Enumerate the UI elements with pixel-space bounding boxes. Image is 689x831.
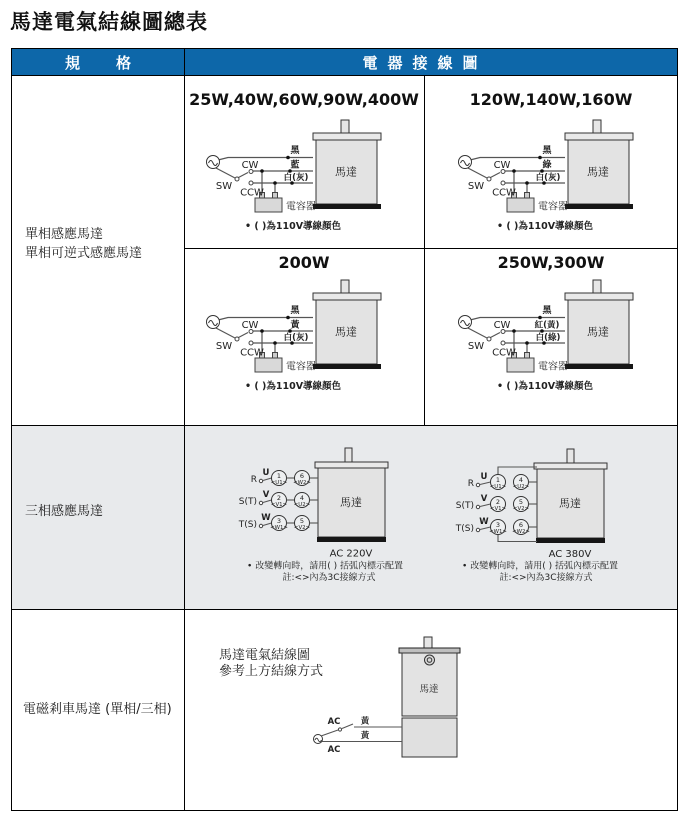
switch-contact-ccw xyxy=(249,181,253,185)
motor-cap xyxy=(565,293,633,300)
phase-row xyxy=(238,513,318,531)
phase-letter: W xyxy=(479,517,489,527)
motor-label: 馬達 xyxy=(340,496,362,509)
motor-shaft xyxy=(341,120,349,133)
wire-source-switch xyxy=(467,168,487,179)
switch-contact-sw xyxy=(235,337,239,341)
motor-shaft xyxy=(593,280,601,293)
switch-contact-ccw xyxy=(501,181,505,185)
motor-shaft xyxy=(424,637,432,648)
sw-label: SW xyxy=(215,341,233,352)
header-diagram-cell xyxy=(184,48,678,76)
switch-lever xyxy=(491,173,501,178)
wire-label-bottom: 白(灰) xyxy=(535,173,561,183)
spec-label-three-phase: 三相感應馬達 xyxy=(25,504,104,519)
motor-shaft xyxy=(341,280,349,293)
switch-lever xyxy=(239,173,249,178)
phase-letter: U xyxy=(480,472,488,482)
switch-contact-sw xyxy=(235,177,239,181)
spec-line-2: 單相可逆式感應馬達 xyxy=(25,246,143,261)
cell-title-25w: 25W,40W,60W,90W,400W xyxy=(189,90,419,109)
motor-shaft xyxy=(593,120,601,133)
cw-label: CW xyxy=(493,160,511,171)
wire-label-bottom: 白(灰) xyxy=(283,333,309,343)
motor-base xyxy=(313,204,381,209)
three-phase-note-2: 註:<>內為3C接線方式 xyxy=(282,573,376,583)
phase-row xyxy=(468,472,537,490)
motor-base xyxy=(565,364,633,369)
phase-row xyxy=(456,494,537,512)
wire-label-bottom: 黃 xyxy=(360,731,370,741)
terminal-code: <V1> xyxy=(489,505,507,512)
terminal-number: 4 xyxy=(518,476,524,484)
wire-label-top: 黑 xyxy=(290,146,300,156)
terminal-number: 5 xyxy=(518,498,524,506)
motor-base xyxy=(565,204,633,209)
capacitor-terminal xyxy=(273,353,278,359)
capacitor-body xyxy=(255,198,282,212)
terminal-contact xyxy=(259,501,262,504)
motor-label: 馬達 xyxy=(587,165,609,179)
wire-source-switch xyxy=(215,328,235,339)
phase-label: S(T) xyxy=(455,501,474,511)
cw-label: CW xyxy=(493,320,511,331)
fan-screw-icon xyxy=(425,655,435,665)
three-phase-note-1: • 改變轉向時，請用( ) 括弧內標示配置 xyxy=(247,561,403,572)
phase-letter: W xyxy=(261,513,271,523)
wire-label-top: 黑 xyxy=(542,306,552,316)
terminal-code: <W2> xyxy=(293,479,311,486)
three-phase-note-1: • 改變轉向時，請用( ) 括弧內標示配置 xyxy=(462,561,618,572)
terminal-number: 2 xyxy=(276,494,282,502)
phase-label: S(T) xyxy=(238,497,257,507)
terminal-number: 6 xyxy=(299,472,305,480)
terminal-code: <U1> xyxy=(489,483,507,490)
capacitor-label: 電容器 xyxy=(538,361,568,373)
spec-label-single-phase xyxy=(25,225,142,263)
wire-source-switch xyxy=(215,168,235,179)
terminal-code: <W2> xyxy=(512,528,530,535)
motor-base xyxy=(317,537,386,542)
capacitor-terminal xyxy=(273,193,278,199)
phase-label: R xyxy=(467,479,474,489)
switch-lever xyxy=(491,333,501,338)
switch-contact xyxy=(338,728,341,731)
ac-label-top: AC xyxy=(327,717,341,727)
wire-source-switch xyxy=(321,730,338,736)
terminal-contact xyxy=(476,483,479,486)
phase-letter: U xyxy=(262,468,270,478)
motor-shaft xyxy=(345,448,352,462)
phase-label: T(S) xyxy=(455,524,474,534)
switch-lever xyxy=(239,333,249,338)
motor-label: 馬達 xyxy=(335,325,357,339)
motor-cap xyxy=(534,463,607,469)
wiring-diagram-single-phase-200w xyxy=(184,270,424,410)
terminal-contact xyxy=(476,505,479,508)
capacitor-body xyxy=(507,358,534,372)
phase-label: T(S) xyxy=(238,520,257,530)
terminal-code: <U2> xyxy=(512,483,530,490)
phase-letter: V xyxy=(262,490,270,500)
terminal-code: <V2> xyxy=(293,524,311,531)
ccw-label: CCW xyxy=(492,347,516,359)
terminal-number: 1 xyxy=(276,472,282,480)
wire-label-top: 黑 xyxy=(542,146,552,156)
terminal-contact xyxy=(259,479,262,482)
sw-label: SW xyxy=(467,341,485,352)
star-bracket-top xyxy=(498,467,537,475)
terminal-number: 3 xyxy=(495,521,501,529)
terminal-code: <V2> xyxy=(512,505,530,512)
phase-row xyxy=(239,490,318,508)
switch-contact-ccw xyxy=(501,341,505,345)
capacitor-label: 電容器 xyxy=(286,361,316,373)
switch-contact-sw xyxy=(487,337,491,341)
wire-label-bottom: 白(灰) xyxy=(283,173,309,183)
star-bracket-bottom xyxy=(498,535,537,542)
motor-shaft xyxy=(567,449,574,463)
capacitor-label: 電容器 xyxy=(286,201,316,213)
ccw-label: CCW xyxy=(492,187,516,199)
diagram-note: • ( )為110V導線顏色 xyxy=(245,221,342,232)
terminal-contact xyxy=(476,528,479,531)
motor-label: 馬達 xyxy=(419,684,439,695)
brake-text-line-1: 馬達電氣結線圖 xyxy=(219,648,311,663)
page-title: 馬達電氣結線圖總表 xyxy=(10,10,208,34)
motor-cap xyxy=(565,133,633,140)
brake-text-line-2: 參考上方結線方式 xyxy=(219,663,324,679)
three-phase-note-2: 註:<>內為3C接線方式 xyxy=(499,573,593,583)
cell-title-120w: 120W,140W,160W xyxy=(469,90,633,109)
header-spec-label: 規格 xyxy=(64,53,167,72)
cw-label: CW xyxy=(241,320,259,331)
wire-label-middle: 藍 xyxy=(290,160,300,171)
switch-contact-sw xyxy=(487,177,491,181)
terminal-number: 3 xyxy=(276,517,282,525)
capacitor-terminal xyxy=(525,193,530,199)
spec-line-1: 單相感應馬達 xyxy=(25,227,104,242)
diagram-note: • ( )為110V導線顏色 xyxy=(497,381,594,392)
sw-label: SW xyxy=(467,181,485,192)
wiring-diagram-single-phase-25w xyxy=(184,110,424,250)
diagram-note: • ( )為110V導線顏色 xyxy=(497,221,594,232)
cell-title-200w: 200W xyxy=(278,253,330,272)
cw-label: CW xyxy=(241,160,259,171)
capacitor-body xyxy=(507,198,534,212)
motor-cap xyxy=(313,293,381,300)
wire-label-bottom: 白(綠) xyxy=(535,333,561,343)
motor-label: 馬達 xyxy=(335,165,357,179)
wire-label-top: 黃 xyxy=(360,716,370,727)
phase-label: R xyxy=(250,475,257,485)
terminal-number: 5 xyxy=(299,517,305,525)
voltage-label: AC 380V xyxy=(548,549,592,560)
terminal-code: <W1> xyxy=(270,524,288,531)
capacitor-terminal xyxy=(525,353,530,359)
capacitor-body xyxy=(255,358,282,372)
ccw-label: CCW xyxy=(240,347,264,359)
brake-instruction-text xyxy=(219,648,323,679)
switch-contact-ccw xyxy=(249,341,253,345)
wiring-diagram-three-phase-220v xyxy=(185,435,430,590)
wire-label-middle: 綠 xyxy=(542,160,552,171)
wire-label-top: 黑 xyxy=(290,306,300,316)
diagram-note: • ( )為110V導線顏色 xyxy=(245,381,342,392)
terminal-code: <V1> xyxy=(270,501,288,508)
terminal-code: <W1> xyxy=(489,528,507,535)
terminal-number: 2 xyxy=(495,498,501,506)
motor-label: 馬達 xyxy=(559,497,581,510)
terminal-contact xyxy=(259,524,262,527)
ccw-label: CCW xyxy=(240,187,264,199)
header-spec-cell xyxy=(11,48,185,76)
phase-row xyxy=(455,517,537,535)
terminal-number: 6 xyxy=(518,521,524,529)
terminal-code: <U1> xyxy=(270,479,288,486)
voltage-label: AC 220V xyxy=(329,548,373,560)
ac-label-bottom: AC xyxy=(327,745,341,755)
motor-base xyxy=(536,538,605,543)
cell-title-250w: 250W,300W xyxy=(497,253,605,272)
phase-row xyxy=(251,468,318,486)
terminal-number: 1 xyxy=(495,476,501,484)
switch-lever xyxy=(342,724,353,729)
motor-cap xyxy=(313,133,381,140)
wiring-diagram-single-phase-120w xyxy=(436,110,676,250)
motor-cap xyxy=(399,648,460,653)
terminal-number: 4 xyxy=(299,494,305,502)
terminal-code: <U2> xyxy=(293,501,311,508)
brake-unit-body xyxy=(402,718,457,757)
motor-label: 馬達 xyxy=(587,325,609,339)
sw-label: SW xyxy=(215,181,233,192)
wire-source-switch xyxy=(467,328,487,339)
wiring-diagram-single-phase-250w xyxy=(436,270,676,410)
motor-base xyxy=(313,364,381,369)
wire-label-middle: 黃 xyxy=(290,320,300,331)
phase-letter: V xyxy=(480,494,488,504)
phase-wire xyxy=(480,504,491,507)
wiring-diagram-brake-motor xyxy=(310,625,470,765)
capacitor-label: 電容器 xyxy=(538,201,568,213)
motor-cap xyxy=(315,462,388,468)
wire-label-middle: 紅(黃) xyxy=(534,320,560,331)
wiring-diagram-three-phase-380v xyxy=(428,435,677,590)
spec-label-brake: 電磁剎車馬達 (單相/三相) xyxy=(23,702,172,717)
header-diagram-label: 電器接線圖 xyxy=(362,53,488,72)
